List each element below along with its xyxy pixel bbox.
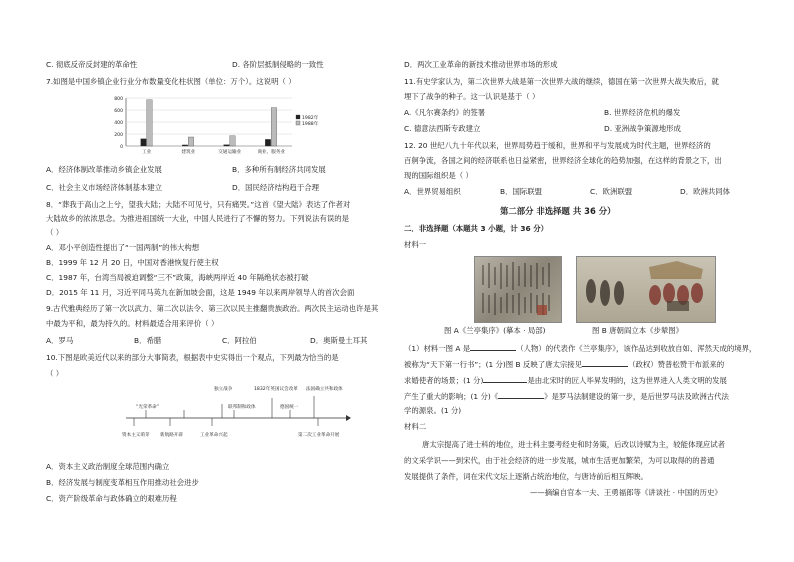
q10-option-a: A．资本主义政治制度全球范围内确立 <box>46 462 170 471</box>
timeline-event-new-route: 新航路开辟 <box>160 433 183 438</box>
section-heading: 二．非选择题（本题共 3 小题，计 36 分） <box>404 224 548 233</box>
category-label: 交通运输业 <box>218 150 242 155</box>
question-11-line1: 11.有史学家认为，第二次世界大战是第一次世界大战的继续，德国在第一次世界大战失败后，就 <box>404 77 719 86</box>
blank-3[interactable] <box>483 374 527 383</box>
bar-chart <box>104 92 354 162</box>
timeline-event-capitalism: 资本主义萌芽 <box>122 433 150 438</box>
caption-image-b: 图 B 唐朝阎立本《步辇图》 <box>592 326 684 335</box>
timeline-diagram <box>122 382 352 457</box>
q8-option-a: A．邓小平创造性提出了“一国两制”的伟大构想 <box>46 243 200 252</box>
y-tick-label: 200 <box>114 133 123 138</box>
bar <box>265 139 270 146</box>
p1-text-a: （1）材料一图 A 是 <box>404 344 471 353</box>
lanting-calligraphy-image <box>474 256 562 323</box>
bar <box>230 136 235 146</box>
q7-option-d: D．国民经济结构趋于合理 <box>232 183 319 192</box>
question-12-line2: 百舸争流，各国之间的经济联系也日益紧密，世界经济全球化的趋势加强，在这样的背景之下，出 <box>404 156 722 165</box>
q12-option-c: C．欧洲联盟 <box>590 187 633 196</box>
passage-line-1 <box>404 342 756 354</box>
material-one-label: 材料一 <box>404 240 427 249</box>
bar <box>147 100 152 146</box>
timeline-event-federal: 联邦制和政体 <box>228 405 256 410</box>
passage-line-4 <box>404 390 729 402</box>
q10-option-b: B．经济发展与制度变革相互作用推动社会进步 <box>46 478 199 487</box>
question-8-line1: 8．“葬我于高山之上兮，望我大陆；大陆不可见兮，只有痛哭。”这首《望大陆》表达了作者对 <box>46 200 351 209</box>
blank-4[interactable] <box>498 390 544 399</box>
timeline-event-france-republic: 法国确立共和政体 <box>306 387 343 392</box>
part-two-heading: 第二部分 非选择题 共 36 分） <box>500 206 616 216</box>
q8-option-c: C．1987 年，台湾当局被迫调整“三不”政策，海峡两岸近 40 年隔绝状态被打破 <box>46 273 309 282</box>
question-12-line1: 12. 20 世纪八九十年代以来，世界局势趋于缓和，世界和平与发展成为时代主题，世界经济的 <box>404 141 711 150</box>
material-two-line1: 唐太宗提高了进士科的地位，进士科主要考经史和时务策，后改以诗赋为主，较能体现应试者 <box>422 440 726 449</box>
timeline-event-independence: 独立战争 <box>214 387 233 392</box>
q8-option-b: B．1999 年 12 月 20 日，中国对香港恢复行使主权 <box>46 258 219 267</box>
bar <box>141 139 146 146</box>
p3-text-a: 求婚使者的场景；(1 分) <box>404 376 484 385</box>
passage-line-3 <box>404 374 727 386</box>
timeline-event-glorious-revolution: “光荣革命” <box>136 405 160 410</box>
bar <box>188 137 193 146</box>
q7-option-b: B．多种所有制经济共同发展 <box>232 165 326 174</box>
q10-option-d: D．两次工业革命的新技术推动世界市场的形成 <box>404 60 558 69</box>
question-9-line2: 中最为平和，最为持久的。材料最适合用来评价（ ） <box>46 319 219 328</box>
q9-option-d: D．奥斯曼土耳其 <box>310 336 368 345</box>
bar <box>224 145 229 146</box>
p1-text-b: （人物）的代表作《兰亭集序》，该作品达到收放自如、浑然天成的境界， <box>516 344 757 353</box>
passage-line-2 <box>404 358 724 370</box>
q11-option-a: A.《凡尔赛条约》的签署 <box>404 108 486 117</box>
legend-label: 1982年 <box>302 116 319 121</box>
question-8-line2: 大陆故乡的浓浓思念。为推进祖国统一大业，中国人民进行了不懈的努力。下列说法有误的是 <box>46 214 350 223</box>
option-d: D. 各阶层抵制侵略的一致性 <box>232 60 324 69</box>
q7-option-a: A．经济体制改革推动乡镇企业发展 <box>46 165 162 174</box>
y-tick-label: 0 <box>120 145 123 150</box>
p4-text-a: 产生了重大的影响；(1 分)《 <box>404 392 499 401</box>
question-8-line3: （ ） <box>46 228 64 237</box>
q8-option-d: D．2015 年 11 月，习近平同马英九在新加坡会面，这是 1949 年以来两岸领导人的首次会面 <box>46 288 355 297</box>
question-12-line3: 现的国际组织是（ ） <box>404 171 473 180</box>
q12-option-b: B．国际联盟 <box>500 187 543 196</box>
caption-image-a: 图 A《兰亭集序》(摹本 · 局部) <box>444 326 546 335</box>
option-c: C. 彻底反帝反封建的革命性 <box>46 60 138 69</box>
question-10-line2: （ ） <box>46 369 64 378</box>
blank-2[interactable] <box>582 358 628 367</box>
y-tick-label: 400 <box>114 121 123 126</box>
blank-1[interactable] <box>470 342 516 351</box>
timeline-event-industrial-revolution: 工业革命兴起 <box>200 433 228 438</box>
q9-option-a: A．罗马 <box>46 336 74 345</box>
category-label: 商业、服务业 <box>257 150 286 155</box>
y-tick-label: 800 <box>114 97 123 102</box>
q11-option-d: D. 亚洲战争策源地形成 <box>604 124 681 133</box>
timeline-event-1832-reform: 1832年英国议会改革 <box>254 387 298 392</box>
legend-label: 1988年 <box>302 122 319 127</box>
timeline-event-second-industrial: 第二次工业革命开展 <box>298 433 340 438</box>
q11-option-b: B. 世界经济危机的爆发 <box>604 108 681 117</box>
p4-text-b: 》是罗马法制建设的第一步，是后世罗马法及欧洲古代法 <box>544 392 729 401</box>
question-10-line1: 10.下图是欧美近代以来的部分大事简表，根据表中史实得出一个观点，下列最为恰当的是 <box>46 353 339 362</box>
bar <box>182 145 187 146</box>
passage-line-5: 学的源泉。(1 分) <box>404 406 462 415</box>
question-11-line2: 埋下了战争的种子。这一认识是基于（ ） <box>404 92 540 101</box>
q12-option-d: D．欧洲共同体 <box>680 187 731 196</box>
category-label: 建筑业 <box>181 150 196 155</box>
p3-text-b: 是由北宋时的匠人毕昇发明的，这为世界进入人类文明的发展 <box>527 376 727 385</box>
material-two-line2: 的文采学识——到宋代，由于社会经济的进一步发展，城市生活更加繁荣，为可以取得的的普通 <box>404 456 715 465</box>
q10-option-c: C．资产阶级革命与政体确立的艰难历程 <box>46 494 177 503</box>
bunian-painting-image <box>576 256 716 323</box>
q11-option-c: C. 德意法西斯专政建立 <box>404 124 481 133</box>
q9-option-c: C．阿拉伯 <box>222 336 257 345</box>
material-two-label: 材料二 <box>404 422 427 431</box>
legend-swatch <box>296 115 300 119</box>
legend-swatch <box>296 121 300 125</box>
question-9-line1: 9.古代雅典经历了第一次以武力、第二次以法令、第三次以民主推翻贵族政治。两次民主运动也许是其 <box>46 304 379 313</box>
q7-option-c: C．社会主义市场经济体制基本建立 <box>46 183 163 192</box>
p2-text-a: 被称为“天下第一行书”；(1 分)图 B 反映了唐太宗接见 <box>404 360 583 369</box>
category-label: 工业 <box>142 150 152 155</box>
timeline-event-germany-unify: 德国统一 <box>280 405 299 410</box>
p2-text-b: （政权）赞普松赞干布派来的 <box>628 360 725 369</box>
bar <box>271 108 276 146</box>
question-7: 7.如图是中国乡镇企业行业分布数量变化柱状图（单位：万个）。这说明（ ） <box>46 77 296 86</box>
q9-option-b: B．希腊 <box>134 336 162 345</box>
q12-option-a: A．世界贸易组织 <box>404 187 461 196</box>
material-two-source: ——摘编自官本一夫、王勇福郎等《讲谈社 · 中国的历史》 <box>530 488 722 497</box>
material-two-line3: 发展提供了条件，词在宋代文坛上逐渐占统治地位，与唐诗前后相互辉映。 <box>404 472 648 481</box>
y-tick-label: 600 <box>114 109 123 114</box>
